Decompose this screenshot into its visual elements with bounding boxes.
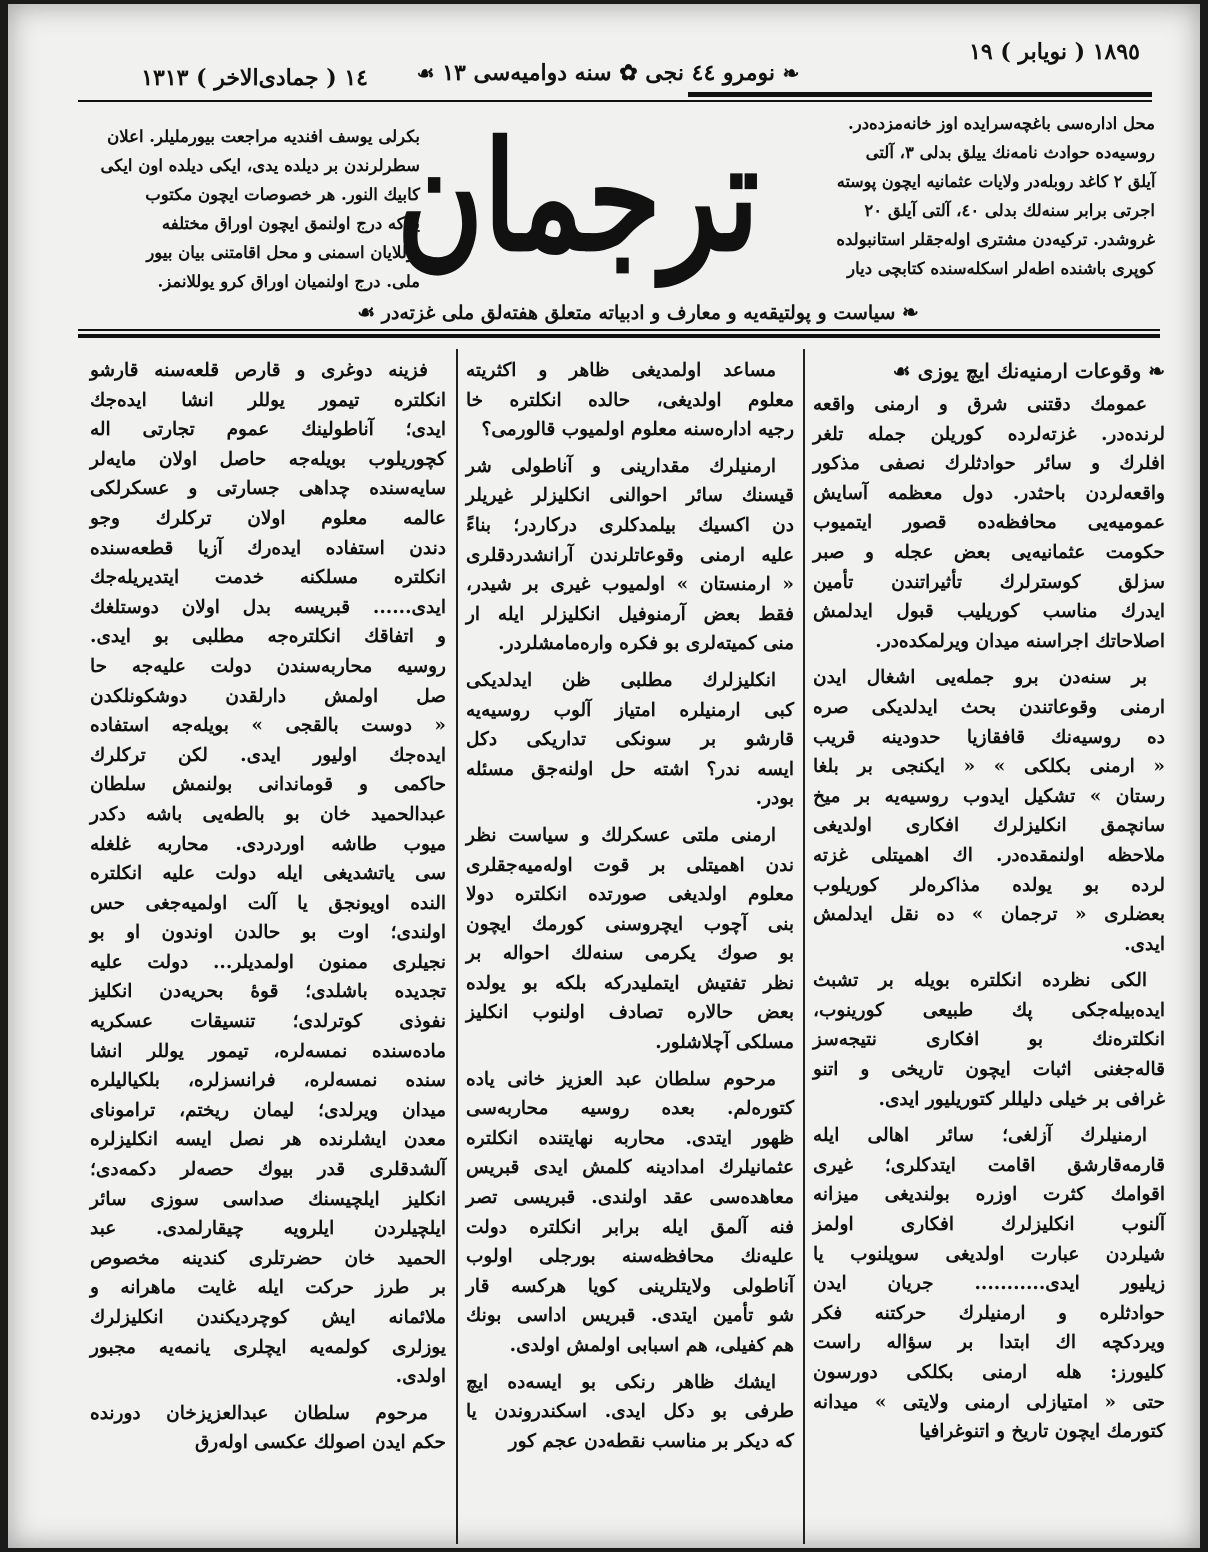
notice-line-box bbox=[830, 196, 1155, 225]
text-line-box bbox=[813, 871, 1165, 901]
newspaper-page bbox=[8, 4, 1200, 1548]
text-line-box bbox=[813, 996, 1165, 1026]
text-line: نفوذی کوترلدی؛ تنسیقات عسکریه bbox=[90, 1011, 446, 1033]
text-line-box bbox=[90, 1303, 446, 1333]
text-line-box bbox=[813, 1299, 1165, 1329]
text-line: منی کمیته‌لری بو فکره وارەمامشلردر. bbox=[498, 633, 794, 655]
text-line: یوزلری کولمه‌یه ایچلری یانمه‌یه مجبور bbox=[90, 1336, 446, 1358]
text-line-box bbox=[813, 663, 1165, 693]
text-line: دندن استفاده ایده‌رك آزیا قطعه‌سنده bbox=[90, 537, 446, 559]
text-line-box bbox=[90, 1333, 446, 1363]
text-line: مساعد اولمدیغی ظاهر و اکثریته bbox=[466, 360, 776, 381]
text-line: ارمنیلرك آزلغی؛ سائر اهالی ایله bbox=[813, 1125, 1147, 1147]
text-line: نجیلری ممنون اولمدیلر... دولت علیه bbox=[90, 951, 446, 973]
tagline bbox=[258, 299, 1018, 326]
header-rule bbox=[78, 100, 1152, 102]
text-line: « دوست بالقجی » بویله‌جه استفاده bbox=[90, 715, 446, 737]
text-line-box bbox=[466, 1272, 794, 1302]
text-line-box bbox=[813, 1358, 1165, 1388]
paragraph bbox=[813, 966, 1165, 1114]
text-line-box bbox=[466, 1397, 794, 1427]
text-line: غرافی بر خیلی دلیللر کتوریلیور ایدی. bbox=[878, 1088, 1165, 1110]
text-line: دن اکسیك بیلمدکلری درکاردر؛ بناءً bbox=[466, 514, 794, 536]
text-line-box bbox=[90, 1096, 446, 1126]
paragraph bbox=[813, 663, 1165, 959]
text-line: معلوم اولدیغی، حالده انکلتره خا bbox=[466, 389, 794, 411]
text-line: میدان ویرلدی؛ لیمان ریختم، ترامونای bbox=[90, 1099, 446, 1121]
text-line-box bbox=[90, 415, 446, 445]
text-line: سی یاتشدیغی ایله دولت علیه انکلتره bbox=[90, 863, 446, 885]
text-line-box bbox=[466, 629, 794, 659]
issue-text: نومرو ٤٤ نجى ✿ سنه دواميه‌سى ١٣ bbox=[442, 60, 775, 86]
text-line-box bbox=[90, 889, 446, 919]
text-line-box bbox=[466, 910, 794, 940]
notice-line-box bbox=[830, 109, 1155, 138]
text-line-box bbox=[813, 597, 1165, 627]
article-column-left bbox=[90, 356, 446, 1465]
text-line-box bbox=[813, 627, 1165, 657]
paragraph bbox=[813, 1121, 1165, 1447]
text-line: مرحوم سلطان عبد العزیز خانی یاده bbox=[466, 1068, 776, 1090]
text-line-box bbox=[466, 1183, 794, 1213]
text-line-box bbox=[90, 386, 446, 416]
text-line: بر سنه‌دن برو جمله‌یی اشغال ایدن bbox=[813, 667, 1147, 689]
text-line: کتورمك ایچون تاریخ و اتنوغرافیا bbox=[919, 1421, 1165, 1443]
article-heading bbox=[813, 356, 1165, 386]
notice-line-box bbox=[80, 180, 420, 209]
text-line: روسیه محاربه‌سندن دولت علیه‌جه حا bbox=[90, 655, 446, 677]
paragraph bbox=[466, 1065, 794, 1361]
text-line: صل اولمش دارلقدن دوشکونلکدن bbox=[90, 685, 446, 707]
text-line-box bbox=[90, 445, 446, 475]
text-line: حتی « امتیازلی ارمنی ولایتی » میدانه bbox=[813, 1391, 1165, 1413]
text-line-box bbox=[90, 356, 446, 386]
text-line: آلنوب انکلیزلرك افکاری اولمز bbox=[813, 1214, 1165, 1236]
text-line: ندن اهمیتلی بر قوت اوله‌میه‌جقلری bbox=[466, 854, 794, 876]
text-line-box bbox=[813, 390, 1165, 420]
text-line: عثمانیلرك امدادینه کلمش ایدی قبریس bbox=[466, 1157, 794, 1179]
text-line: النده اویونجق یا آلت اولمیه‌جغی حس bbox=[90, 892, 446, 914]
text-line-box bbox=[90, 1362, 446, 1392]
text-line: ویردکچه اك ابتدا بر سؤاله راست bbox=[813, 1332, 1165, 1354]
notice-line-box bbox=[80, 151, 420, 180]
article-column-right bbox=[813, 356, 1165, 1454]
text-line: سانچمق انکلیزلرك افکاری اولدیغی bbox=[813, 815, 1165, 837]
text-line: افلرك و سائر حوادثلرك نصفی مذکور bbox=[813, 453, 1165, 475]
text-line: ماده‌سنده نمسه‌لره، تیمور یوللر انشا bbox=[90, 1040, 446, 1062]
column-divider bbox=[803, 349, 805, 1544]
text-line-box bbox=[466, 1301, 794, 1331]
text-line-box bbox=[466, 1242, 794, 1272]
text-line-box bbox=[813, 479, 1165, 509]
text-line-box bbox=[466, 511, 794, 541]
text-line-box bbox=[813, 568, 1165, 598]
text-line: ایدرك مناسب کوریلیب قبول ایدلمش bbox=[813, 601, 1165, 623]
text-line-box bbox=[90, 563, 446, 593]
notice-line-box bbox=[80, 267, 420, 296]
tagline-text: سیاست و پولتیقه‌یه و معارف و ادبیاته متعلق هفته‌لق ملی غزته‌در bbox=[381, 302, 896, 324]
text-line-box bbox=[813, 1328, 1165, 1358]
notice-line: سطرلرندن بر دیلده یدی، ایکی دیلده اون ایکی bbox=[100, 156, 420, 175]
text-line: « ارمنستان » اولمیوب غیری بر شیدر، bbox=[466, 574, 794, 596]
text-line: زیلیور ایدی........... جریان ایدن bbox=[813, 1273, 1165, 1295]
text-line-box bbox=[466, 1028, 794, 1058]
text-line-box bbox=[466, 570, 794, 600]
text-line-box bbox=[90, 830, 446, 860]
text-line: اصلاحاتك اجراسنه میدان ویرلمکده‌در. bbox=[875, 630, 1165, 652]
text-line: تجدیده باشلدی؛ قوهٔ بحریه‌دن انکلیز bbox=[90, 981, 446, 1003]
notice-line-box bbox=[830, 225, 1155, 254]
text-line: بعض حالاره تصادف اولنوب انکلیز bbox=[466, 1002, 794, 1024]
text-line: الحمید خان حضرتلری کندینه مخصوص bbox=[90, 1247, 446, 1269]
text-line-box bbox=[90, 1066, 446, 1096]
text-line: انکلتره‌نك بو افکاری نتیجه‌سز bbox=[813, 1029, 1165, 1051]
text-line-box bbox=[90, 1155, 446, 1185]
text-line: ایدی. bbox=[1124, 933, 1165, 955]
text-line-box bbox=[466, 666, 794, 696]
text-line-box bbox=[813, 1085, 1165, 1115]
text-line-box bbox=[813, 538, 1165, 568]
paragraph bbox=[466, 452, 794, 659]
text-line: بو صوك یکرمی سنه‌لك احواله بر bbox=[466, 943, 794, 965]
tagline-line bbox=[357, 299, 919, 326]
text-line: مرحوم سلطان عبدالعزیزخان دورنده bbox=[90, 1402, 428, 1424]
text-line-box bbox=[466, 821, 794, 851]
text-line-box bbox=[466, 1427, 794, 1457]
text-line: میوب طاشه اوردردی. محاربه غلغله bbox=[90, 833, 446, 855]
text-line: « ارمنی بکلکی » « ایکنجی بر بلغا bbox=[813, 756, 1165, 778]
text-line: عمومیه‌یی محافظه‌ده قصور ایتمیوب bbox=[813, 512, 1165, 534]
masthead-rule bbox=[78, 329, 1160, 331]
text-line: اولندی؛ اوت بو حالدن اوندون او بو bbox=[90, 922, 446, 944]
text-line-box bbox=[813, 508, 1165, 538]
paragraph bbox=[466, 666, 794, 814]
paragraph bbox=[813, 390, 1165, 656]
text-line-box bbox=[813, 1180, 1165, 1210]
text-line: آناطولی ولایتلرینی کویا هرکسه قار bbox=[466, 1275, 794, 1297]
text-line: ایسه ندر؟ اشته حل اولنه‌جق مسئله bbox=[466, 758, 794, 780]
text-line-box bbox=[466, 725, 794, 755]
notice-line: بکرلی یوسف افندیه مراجعت بیورملیلر. اعلان bbox=[107, 127, 420, 146]
text-line-box bbox=[813, 1055, 1165, 1085]
gregorian-date: ١٨٩٥ ( نويابر ) ١٩ bbox=[969, 39, 1140, 65]
gregorian-date-box bbox=[908, 38, 1140, 66]
ornament-icon: ❧ bbox=[1148, 359, 1165, 383]
text-line: اولدی. bbox=[395, 1366, 446, 1388]
text-line: معلوم اولدیغی صورتده انکلتره دولا bbox=[466, 884, 794, 906]
text-line-box bbox=[466, 356, 794, 386]
text-line: سایه‌سنده چداهی جسارتی و عسکرلکی bbox=[90, 478, 446, 500]
text-line-box bbox=[813, 1269, 1165, 1299]
text-line-box bbox=[90, 1214, 446, 1244]
text-line-box bbox=[90, 1037, 446, 1067]
text-line: هم کفیلی، هم اسبابی اولمش اولدی. bbox=[509, 1335, 794, 1356]
text-line-box bbox=[466, 600, 794, 630]
notice-line: کابیك النور. هر خصوصات ایچون مکتوب bbox=[145, 185, 420, 204]
text-line-box bbox=[466, 1094, 794, 1124]
text-line-box bbox=[466, 1368, 794, 1398]
text-line: معدن ایشلرنده هر نصل ایسه انکلیزلره bbox=[90, 1129, 446, 1151]
text-line: انکلتره مسلکنه خدمت ایتدیریله‌جك bbox=[90, 567, 446, 589]
ornament-icon: ☙ bbox=[357, 300, 376, 324]
subscription-notice bbox=[830, 109, 1155, 283]
text-line: لرده بو یولده مذاکره‌لر کوریلوب bbox=[813, 874, 1165, 896]
text-line: قیسنك سائر احوالنی انکلیزلر غیریلر bbox=[466, 485, 794, 507]
text-line-box bbox=[90, 1428, 446, 1458]
text-line-box bbox=[813, 693, 1165, 723]
notice-line: ملی. درج اولنمیان اوراق کرو یوللانمز. bbox=[157, 272, 420, 291]
text-line: بر طرز حرکت ایله غایت ماهرانه و bbox=[90, 1277, 446, 1299]
text-line-box bbox=[90, 770, 446, 800]
ornament-icon: ☙ bbox=[416, 61, 435, 85]
text-line-box bbox=[90, 741, 446, 771]
text-line-box bbox=[813, 723, 1165, 753]
text-line-box bbox=[90, 1399, 446, 1429]
text-line: فزینه دوغری و قارص قلعه‌سنه قارشو bbox=[90, 360, 428, 381]
text-line-box bbox=[90, 948, 446, 978]
advertising-notice bbox=[80, 122, 420, 296]
text-line-box bbox=[813, 900, 1165, 930]
text-line: ایدی؛ آناطولینك عموم تجارتی اله bbox=[90, 419, 446, 441]
text-line-box bbox=[466, 1153, 794, 1183]
notice-line: غروشدر. ترکیه‌دن مشتری اوله‌جقلر استانبولده bbox=[836, 230, 1155, 249]
text-line-box bbox=[813, 1388, 1165, 1418]
text-line: قاله‌جغنی اثبات ایچون تاریخی و اتنو bbox=[813, 1059, 1165, 1081]
text-line: و اتفاقك انکلتره‌جه مطلبی بو ایدی. bbox=[90, 626, 446, 648]
notice-line: آیلق ٢ کاغد روبله‌در ولایات عثمانیه ایچون پوسته bbox=[836, 172, 1155, 191]
issue-line bbox=[417, 59, 800, 87]
text-line-box bbox=[466, 784, 794, 814]
text-line-box bbox=[813, 1240, 1165, 1270]
text-line: بعضلری « ترجمان » ده نقل ایدلمش bbox=[813, 904, 1165, 926]
text-line-box bbox=[466, 696, 794, 726]
text-line-box bbox=[90, 1273, 446, 1303]
text-line: ملائمانه ایش کوچردیکندن انکلیزلرك bbox=[90, 1307, 446, 1328]
text-line-box bbox=[90, 534, 446, 564]
text-line-box bbox=[813, 1210, 1165, 1240]
text-line: انکلیز ایلچیسنك صداسی سوزی سائر bbox=[90, 1188, 446, 1210]
text-line-box bbox=[90, 1007, 446, 1037]
notice-line: محل اداره‌سی باغچه‌سرایده اوز خانه‌مزده‌در. bbox=[847, 114, 1155, 133]
text-line-box bbox=[90, 918, 446, 948]
text-line-box bbox=[466, 1124, 794, 1154]
text-line-box bbox=[466, 880, 794, 910]
text-line-box bbox=[90, 1185, 446, 1215]
text-line: انکلتره تیمور یوللر انشا ایده‌جك bbox=[90, 389, 446, 411]
paragraph bbox=[466, 1368, 794, 1457]
notice-line-box bbox=[830, 254, 1155, 283]
masthead-logo: ترجمان bbox=[396, 109, 760, 285]
text-line: حاکمی و قوماندانی بولنمش سلطان bbox=[90, 774, 446, 796]
text-line: ایلچیلردن ایلرویه چیقارلمدی. عبد bbox=[90, 1218, 446, 1240]
text-line-box bbox=[90, 977, 446, 1007]
text-line: بودر. bbox=[755, 788, 794, 810]
text-line: ملاحظه اولنمقده‌در. اك اهمیتلی غزته bbox=[813, 844, 1165, 866]
header-rule bbox=[688, 92, 1152, 97]
text-line: کبی ارمنیلره امتیاز آلوب روسیه‌یه bbox=[466, 699, 794, 721]
text-line: سزلق کوسترلرك تأثیراتندن تأمین bbox=[813, 571, 1165, 593]
issue-number bbox=[388, 59, 828, 87]
text-line-box bbox=[90, 1125, 446, 1155]
text-line-box bbox=[90, 1244, 446, 1274]
text-line-box bbox=[466, 452, 794, 482]
text-line-box bbox=[813, 782, 1165, 812]
text-line-box bbox=[466, 481, 794, 511]
column-divider bbox=[456, 349, 458, 1544]
text-line-box bbox=[466, 755, 794, 785]
text-line: شو تأمین ایتدی. قبریس اداسی بونك bbox=[466, 1305, 794, 1327]
text-line: لرنده‌در. غزته‌لرده کوریلن جمله تلغر bbox=[813, 423, 1165, 445]
notice-line: روسیه‌ده حوادث نامه‌نك ییلق بدلی ٣، آلتی bbox=[865, 143, 1155, 162]
text-line: آلشدقلری قدر بیوك حصه‌لر دکمه‌دی؛ bbox=[90, 1159, 446, 1181]
text-line: ارمنی وقوعاتندن بحث ایدلدیکی صره bbox=[813, 696, 1165, 718]
text-line: ایده‌بیله‌جکی پك طبیعی کورینوب، bbox=[813, 999, 1165, 1021]
text-line-box bbox=[90, 593, 446, 623]
text-line: عمومك دقتنی شرق و ارمنی واقعه‌ bbox=[813, 394, 1147, 415]
article-column-middle bbox=[466, 356, 794, 1463]
text-line: انکلیزلرك مطلبی ظن ایدلدیکی bbox=[466, 669, 776, 691]
text-line-box bbox=[813, 930, 1165, 960]
text-line-box bbox=[90, 504, 446, 534]
ornament-icon: ❧ bbox=[782, 61, 800, 85]
text-line: قارمه‌قارشق اقامت ایتدکلری؛ غیری bbox=[813, 1154, 1165, 1176]
ornament-icon: ❧ bbox=[902, 300, 919, 324]
text-line: طرفی بو دکل ایدی. اسکندروندن یا bbox=[466, 1401, 794, 1423]
text-line-box bbox=[813, 1121, 1165, 1151]
ornament-icon: ☙ bbox=[892, 359, 911, 383]
text-line: کلیورز: هله ارمنی بکلکی دورسون bbox=[813, 1362, 1165, 1383]
notice-line-box bbox=[80, 238, 420, 267]
text-line: بنی آچوب ایچروسنی کورمك ایچون bbox=[466, 913, 794, 935]
text-line-box bbox=[813, 811, 1165, 841]
heading-text: وقوعات ارمنیه‌نك ایچ یوزی bbox=[917, 359, 1142, 383]
notice-line-box bbox=[80, 209, 420, 238]
text-line: شیلردن عبارت اولدیغی سویلنوب یا bbox=[813, 1243, 1165, 1265]
text-line-box bbox=[813, 1151, 1165, 1181]
text-line-box bbox=[466, 1331, 794, 1361]
text-line: عبدالحمید خان بو بالطه‌یی باشه دکدر bbox=[90, 803, 446, 825]
text-line-box bbox=[813, 420, 1165, 450]
text-line: فقط بعض آرمنوفیل انکلیزلر ایله ار bbox=[466, 603, 794, 625]
paragraph bbox=[90, 1399, 446, 1458]
text-line-box bbox=[813, 449, 1165, 479]
text-line-box bbox=[466, 851, 794, 881]
text-line-box bbox=[813, 752, 1165, 782]
text-line-box bbox=[466, 998, 794, 1028]
text-line: که دیکر بر مناسب نقطه‌دن عجم کور bbox=[508, 1430, 794, 1452]
text-line: حکومت عثمانیه‌یی بعض عجله و صبر bbox=[813, 541, 1165, 563]
text-line: مسلکی آچلاشلور. bbox=[655, 1032, 794, 1054]
hijri-date: ١٤ ( جمادى‌الاخر ) ١٣١٣ bbox=[141, 65, 368, 91]
text-line: کتوره‌لم. بعده روسیه محاربه‌سی bbox=[466, 1098, 794, 1120]
text-line-box bbox=[466, 969, 794, 999]
text-line: ارمنیلرك مقدارینی و آناطولی شر bbox=[466, 455, 776, 477]
text-line: رجیه اداره‌سنه معلوم اولمیوب قالورمی؟ bbox=[481, 419, 794, 441]
text-line-box bbox=[466, 415, 794, 445]
text-line-box bbox=[466, 1065, 794, 1095]
text-line-box bbox=[813, 841, 1165, 871]
text-line-box bbox=[466, 1213, 794, 1243]
paragraph bbox=[90, 356, 446, 1392]
text-line-box bbox=[813, 1417, 1165, 1447]
heading-line bbox=[893, 356, 1165, 386]
text-line: نظر تفتیش ایتملیدرکه بلکه بو یولده bbox=[466, 972, 794, 994]
notice-line: کوپری باشنده اطه‌لر اسکله‌سنده کتابچی دیار bbox=[847, 259, 1155, 278]
text-line-box bbox=[466, 541, 794, 571]
text-line: فنه آلمق ایله برابر انکلتره دولت bbox=[466, 1216, 794, 1238]
notice-line-box bbox=[80, 122, 420, 151]
text-line-box bbox=[813, 966, 1165, 996]
text-line: اقوامك کثرت اوزره بولندیغی میزانه bbox=[813, 1184, 1165, 1206]
text-line: ایده‌جك اولیور ایدی. لکن ترکلرك bbox=[90, 744, 446, 766]
text-line: عالمه معلوم اولان ترکلرك وجو bbox=[90, 507, 446, 529]
masthead-logo-box bbox=[396, 109, 808, 285]
text-line: علیه ارمنی وقوعاتلرندن آرانشدردقلری bbox=[466, 544, 794, 566]
text-line-box bbox=[90, 859, 446, 889]
text-line: رستان » تشکیل ایدوب روسیه‌یه بر میخ bbox=[813, 785, 1165, 807]
notice-line: اجرتی برابر سنه‌لك بدلی ٤٠، آلتی آیلق ٢٠ bbox=[864, 201, 1155, 220]
masthead-rule bbox=[78, 334, 1160, 338]
text-line: سنده نمسه‌لره، فرانسزلره، بلکیالیلره bbox=[90, 1070, 446, 1092]
text-line: ارمنی ملتی عسکرلك و سیاست نظر bbox=[466, 824, 776, 846]
text-line: واقعه‌لردن باحثدر. دول معظمه آسایش bbox=[813, 482, 1165, 504]
notice-line-box bbox=[830, 167, 1155, 196]
text-line: علیه‌نك محافظه‌سنه بورجلی اولوب bbox=[466, 1246, 794, 1268]
text-line: ظهور ایتدی. محاربه نهایتنده انکلتره bbox=[466, 1127, 794, 1149]
text-line-box bbox=[90, 711, 446, 741]
text-line: حکم ایدن اصولك عکسی اوله‌رق bbox=[194, 1432, 446, 1454]
notice-line-box bbox=[830, 138, 1155, 167]
notice-line: یا که درج اولنمق ایچون اوراق مختلفه bbox=[161, 214, 420, 233]
text-line: ده روسیه‌نك قافقازیا حدودینه قریب bbox=[813, 726, 1165, 748]
text-line: معاهده‌سی عقد اولندی. قبریسی تصر bbox=[466, 1187, 794, 1209]
text-line-box bbox=[90, 682, 446, 712]
text-line: ایدی...... قبریسه بدل اولان دوستلغك bbox=[90, 596, 446, 618]
paragraph bbox=[466, 356, 794, 445]
text-line: حوادثلره و ارمنیلرك حرکتنه فکر bbox=[813, 1302, 1165, 1324]
text-line-box bbox=[466, 386, 794, 416]
text-line-box bbox=[90, 800, 446, 830]
text-line: کچوریلوب بویله‌جه حاصل اولان مایه‌لر bbox=[90, 448, 446, 470]
text-line-box bbox=[90, 474, 446, 504]
hijri-date-box bbox=[88, 64, 368, 92]
text-line: قارشو بر سونکی تداریکی دکل bbox=[466, 729, 794, 751]
text-line: الکی نظرده انکلتره بویله بر تشبث bbox=[813, 970, 1147, 992]
text-line: ایشك ظاهر رنکی بو ایسه‌ده ایچ bbox=[466, 1371, 776, 1393]
text-line-box bbox=[813, 1025, 1165, 1055]
text-line-box bbox=[90, 652, 446, 682]
paragraph bbox=[466, 821, 794, 1058]
notice-line: یوللایان اسمنی و محل اقامتنی بیان بیور bbox=[146, 243, 420, 262]
text-line-box bbox=[466, 939, 794, 969]
text-line-box bbox=[90, 622, 446, 652]
